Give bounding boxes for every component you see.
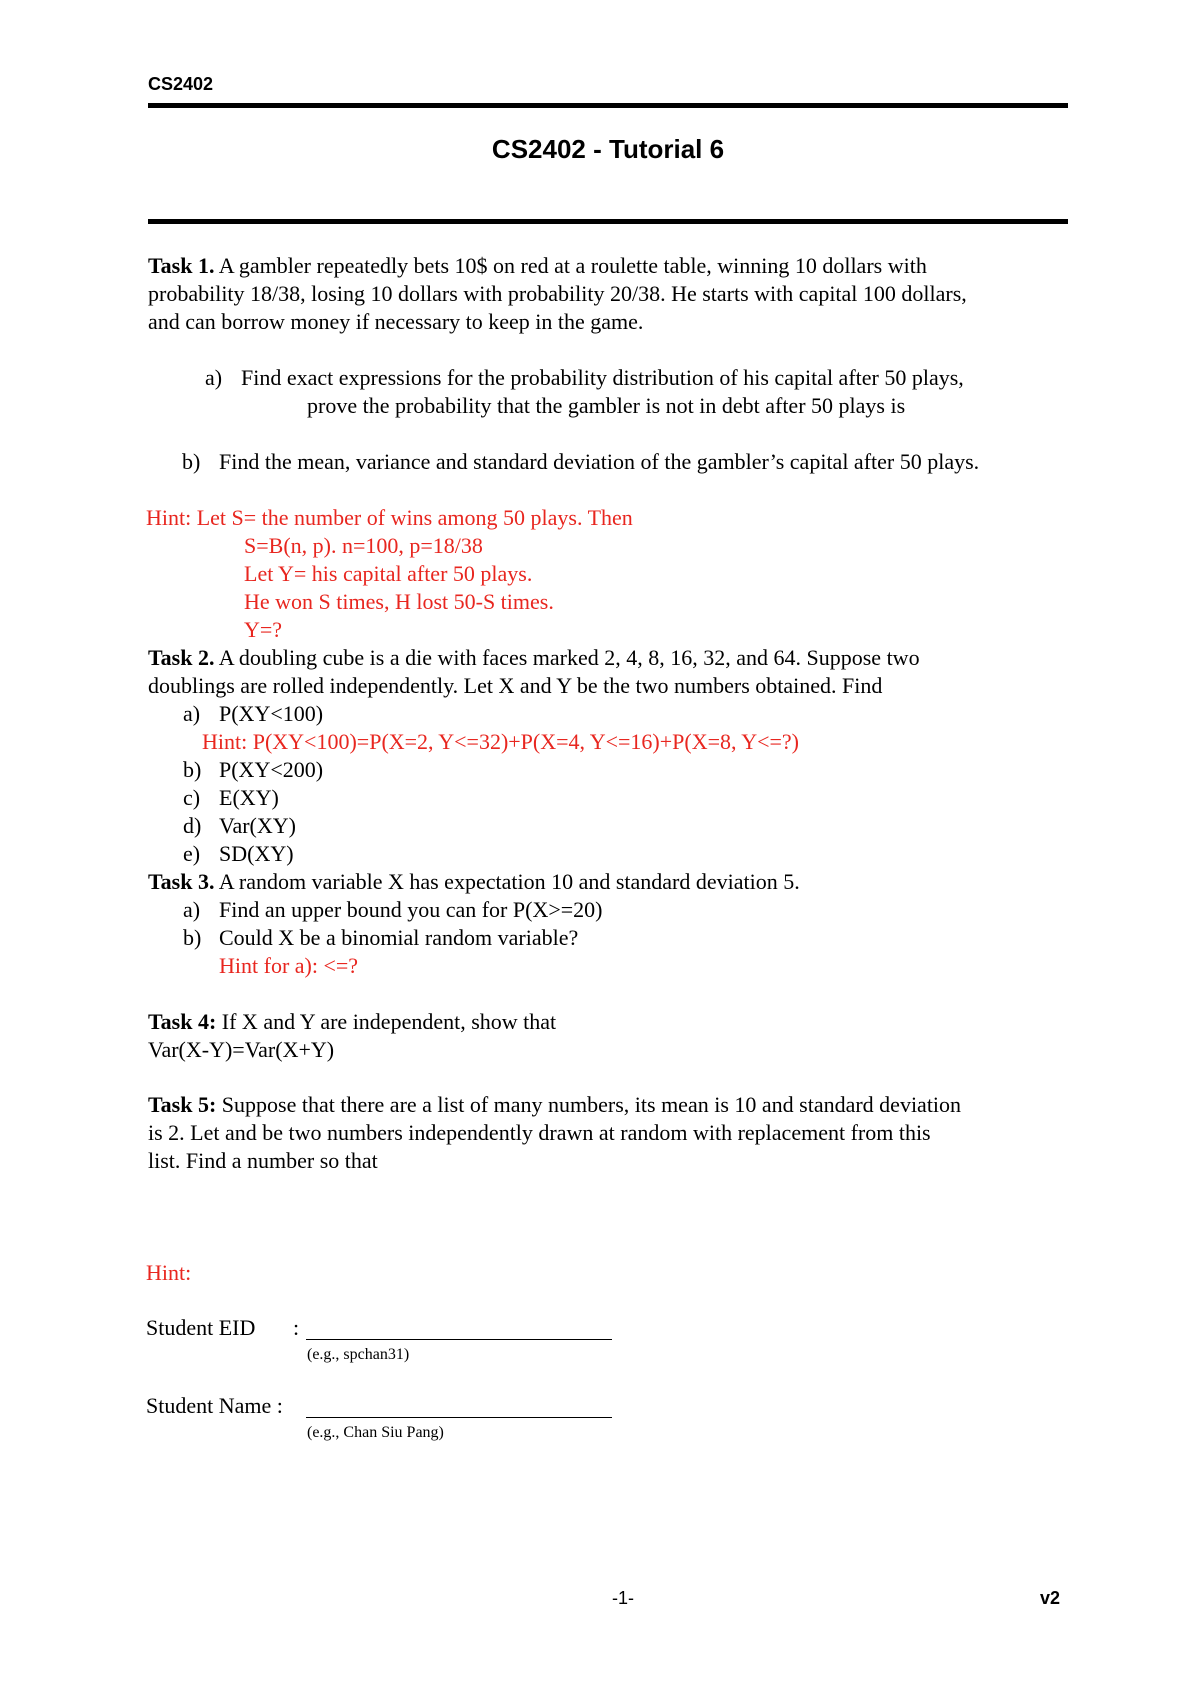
student-eid-colon: : <box>293 1315 300 1340</box>
task1-text1: A gambler repeatedly bets 10$ on red at a roulette table, winning 10 dollars with <box>214 253 927 278</box>
task5-hint: Hint: <box>146 1260 192 1285</box>
task1-hint3: Let Y= his capital after 50 plays. <box>244 561 533 586</box>
task4-line1 <box>148 1008 556 1036</box>
task2-text1: A doubling cube is a die with faces marked 2, 4, 8, 16, 32, and 64. Suppose two <box>214 645 920 670</box>
task1-line1 <box>148 252 927 280</box>
header-course-code: CS2402 <box>148 74 214 94</box>
task2-item-a-text: P(XY<100) <box>219 701 324 726</box>
task1-hint5: Y=? <box>244 617 283 642</box>
task2-line1 <box>148 644 920 672</box>
task4-line2: Var(X-Y)=Var(X+Y) <box>148 1037 335 1062</box>
task2-item-e-marker: e) <box>183 841 201 866</box>
task1-b-text: Find the mean, variance and standard deviation of the gambler’s capital after 50 plays. <box>219 449 980 474</box>
task3-label: Task 3. <box>148 869 215 894</box>
task2-item-c-marker: c) <box>183 785 201 810</box>
title-rule <box>148 219 1068 224</box>
task5-line2: is 2. Let and be two numbers independently drawn at random with replacement from this <box>148 1120 931 1145</box>
task2-label: Task 2. <box>148 645 215 670</box>
task5-line1 <box>148 1091 961 1119</box>
task1-line2: probability 18/38, losing 10 dollars with probability 20/38. He starts with capital 100 dollars, <box>148 281 967 306</box>
task1-hint2: S=B(n, p). n=100, p=18/38 <box>244 533 483 558</box>
task1-hint1: Hint: Let S= the number of wins among 50 plays. Then <box>146 505 633 530</box>
task2-item-d-text: Var(XY) <box>219 813 296 838</box>
student-name-field[interactable] <box>306 1417 612 1418</box>
page-title: CS2402 - Tutorial 6 <box>491 134 725 164</box>
task3-item-a-marker: a) <box>183 897 201 922</box>
task2-item-a-marker: a) <box>183 701 201 726</box>
task2-item-d-marker: d) <box>183 813 202 838</box>
student-eid-field[interactable] <box>306 1339 612 1340</box>
task2-item-b-marker: b) <box>183 757 202 782</box>
task5-label: Task 5: <box>148 1092 217 1117</box>
student-name-example: (e.g., Chan Siu Pang) <box>307 1424 444 1441</box>
task1-a-line1: Find exact expressions for the probability distribution of his capital after 50 plays, <box>241 365 964 390</box>
task2-item-c-text: E(XY) <box>219 785 279 810</box>
task5-line3: list. Find a number so that <box>148 1148 378 1173</box>
student-eid-label: Student EID <box>146 1315 256 1340</box>
task1-hint4: He won S times, H lost 50-S times. <box>244 589 554 614</box>
task3-item-b-marker: b) <box>183 925 202 950</box>
header-rule <box>148 103 1068 108</box>
task1-a-marker: a) <box>205 365 223 390</box>
task2-hint: Hint: P(XY<100)=P(X=2, Y<=32)+P(X=4, Y<=16)+P(X=8, Y<=?) <box>202 729 799 754</box>
task3-item-b-text: Could X be a binomial random variable? <box>219 925 579 950</box>
task1-a-line2: prove the probability that the gambler is not in debt after 50 plays is <box>307 393 906 418</box>
task3-hint: Hint for a): <=? <box>219 953 359 978</box>
task1-b-marker: b) <box>182 449 201 474</box>
task2-line2: doublings are rolled independently. Let X and Y be the two numbers obtained. Find <box>148 673 883 698</box>
student-name-label: Student Name : <box>146 1393 283 1418</box>
task4-text1: If X and Y are independent, show that <box>216 1009 557 1034</box>
task1-line3: and can borrow money if necessary to keep in the game. <box>148 309 644 334</box>
task1-label: Task 1. <box>148 253 215 278</box>
student-eid-example: (e.g., spchan31) <box>307 1346 410 1363</box>
task2-item-e-text: SD(XY) <box>219 841 294 866</box>
task3-line1 <box>148 868 800 896</box>
task2-item-b-text: P(XY<200) <box>219 757 324 782</box>
task4-label: Task 4: <box>148 1009 217 1034</box>
task3-text1: A random variable X has expectation 10 and standard deviation 5. <box>214 869 800 894</box>
task3-item-a-text: Find an upper bound you can for P(X>=20) <box>219 897 603 922</box>
page-number: -1- <box>612 1588 634 1608</box>
task5-text1: Suppose that there are a list of many numbers, its mean is 10 and standard deviation <box>216 1092 962 1117</box>
version-label: v2 <box>1040 1588 1061 1608</box>
